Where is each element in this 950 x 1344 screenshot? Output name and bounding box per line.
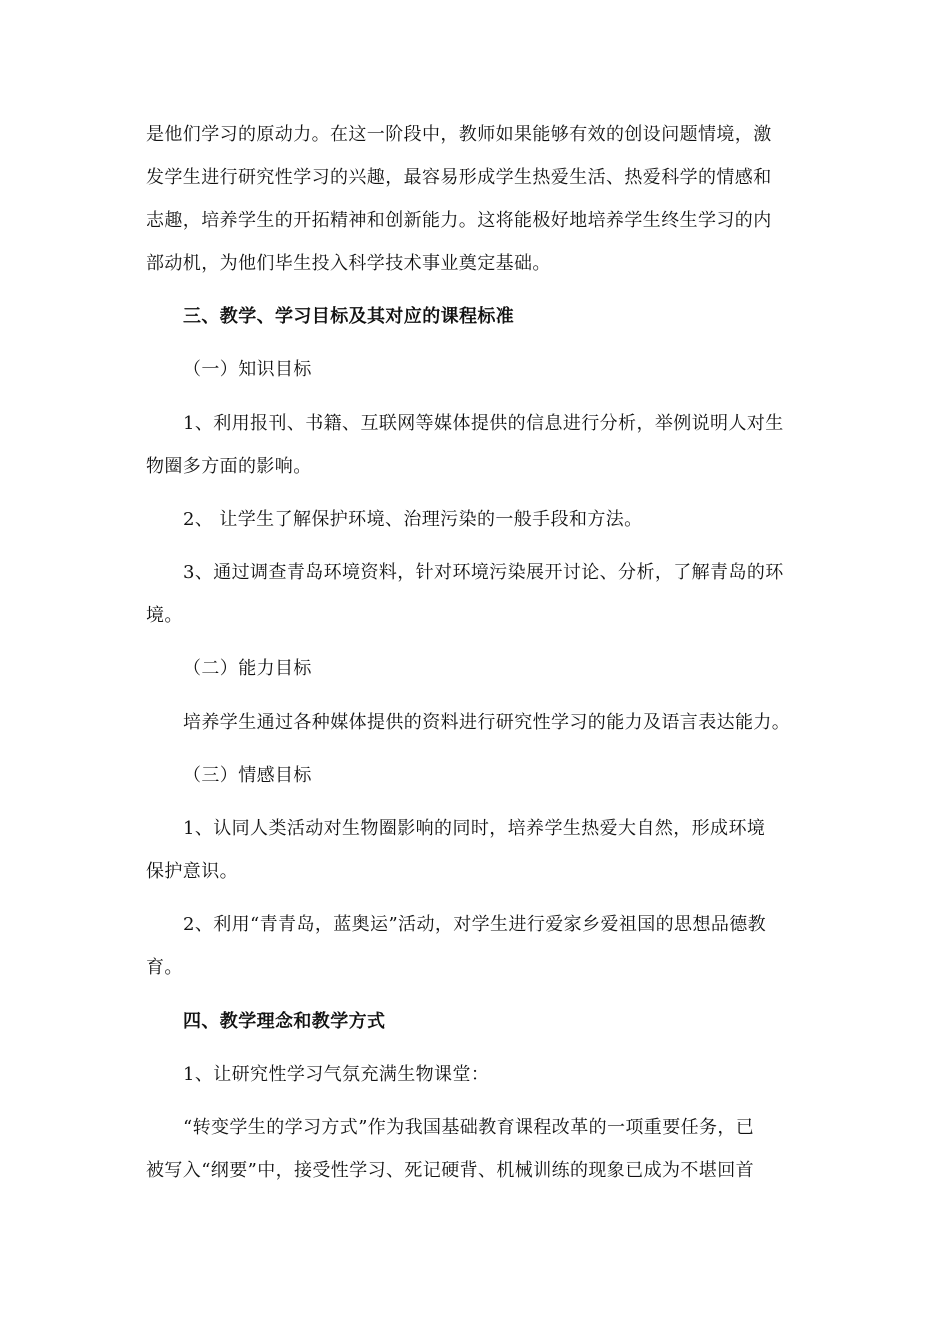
subheading-emotion-goals: （三）情感目标 <box>183 765 312 786</box>
paragraph-line: 是他们学习的原动力。在这一阶段中，教师如果能够有效的创设问题情境，激 <box>146 124 772 145</box>
emotion-item-1-line: 保护意识。 <box>146 861 238 882</box>
paragraph-line: 发学生进行研究性学习的兴趣，最容易形成学生热爱生活、热爱科学的情感和 <box>146 167 772 188</box>
teaching-paragraph-line: 被写入“纲要”中，接受性学习、死记硬背、机械训练的现象已成为不堪回首 <box>146 1160 755 1181</box>
emotion-item-1-line: 1、认同人类活动对生物圈影响的同时，培养学生热爱大自然，形成环境 <box>183 818 766 839</box>
section-heading-3: 三、教学、学习目标及其对应的课程标准 <box>183 306 515 327</box>
subheading-knowledge-goals: （一）知识目标 <box>183 359 312 380</box>
subheading-ability-goals: （二）能力目标 <box>183 658 312 679</box>
teaching-item-1: 1、让研究性学习气氛充满生物课堂： <box>183 1064 490 1085</box>
ability-paragraph: 培养学生通过各种媒体提供的资料进行研究性学习的能力及语言表达能力。 <box>183 712 791 733</box>
emotion-item-2-line: 育。 <box>146 957 183 978</box>
list-item-1-line: 1、利用报刊、书籍、互联网等媒体提供的信息进行分析，举例说明人对生 <box>183 413 784 434</box>
list-item-3-line: 3、通过调查青岛环境资料，针对环境污染展开讨论、分析，了解青岛的环 <box>183 562 784 583</box>
list-item-2: 2、 让学生了解保护环境、治理污染的一般手段和方法。 <box>183 509 643 530</box>
section-heading-4: 四、教学理念和教学方式 <box>183 1011 386 1032</box>
paragraph-line: 部动机，为他们毕生投入科学技术事业奠定基础。 <box>146 253 551 274</box>
emotion-item-2-line: 2、利用“青青岛，蓝奥运”活动，对学生进行爱家乡爱祖国的思想品德教 <box>183 914 767 935</box>
teaching-paragraph-line: “转变学生的学习方式”作为我国基础教育课程改革的一项重要任务，已 <box>183 1117 755 1138</box>
list-item-3-line: 境。 <box>146 605 183 626</box>
list-item-1-line: 物圈多方面的影响。 <box>146 456 312 477</box>
paragraph-line: 志趣，培养学生的开拓精神和创新能力。这将能极好地培养学生终生学习的内 <box>146 210 772 231</box>
